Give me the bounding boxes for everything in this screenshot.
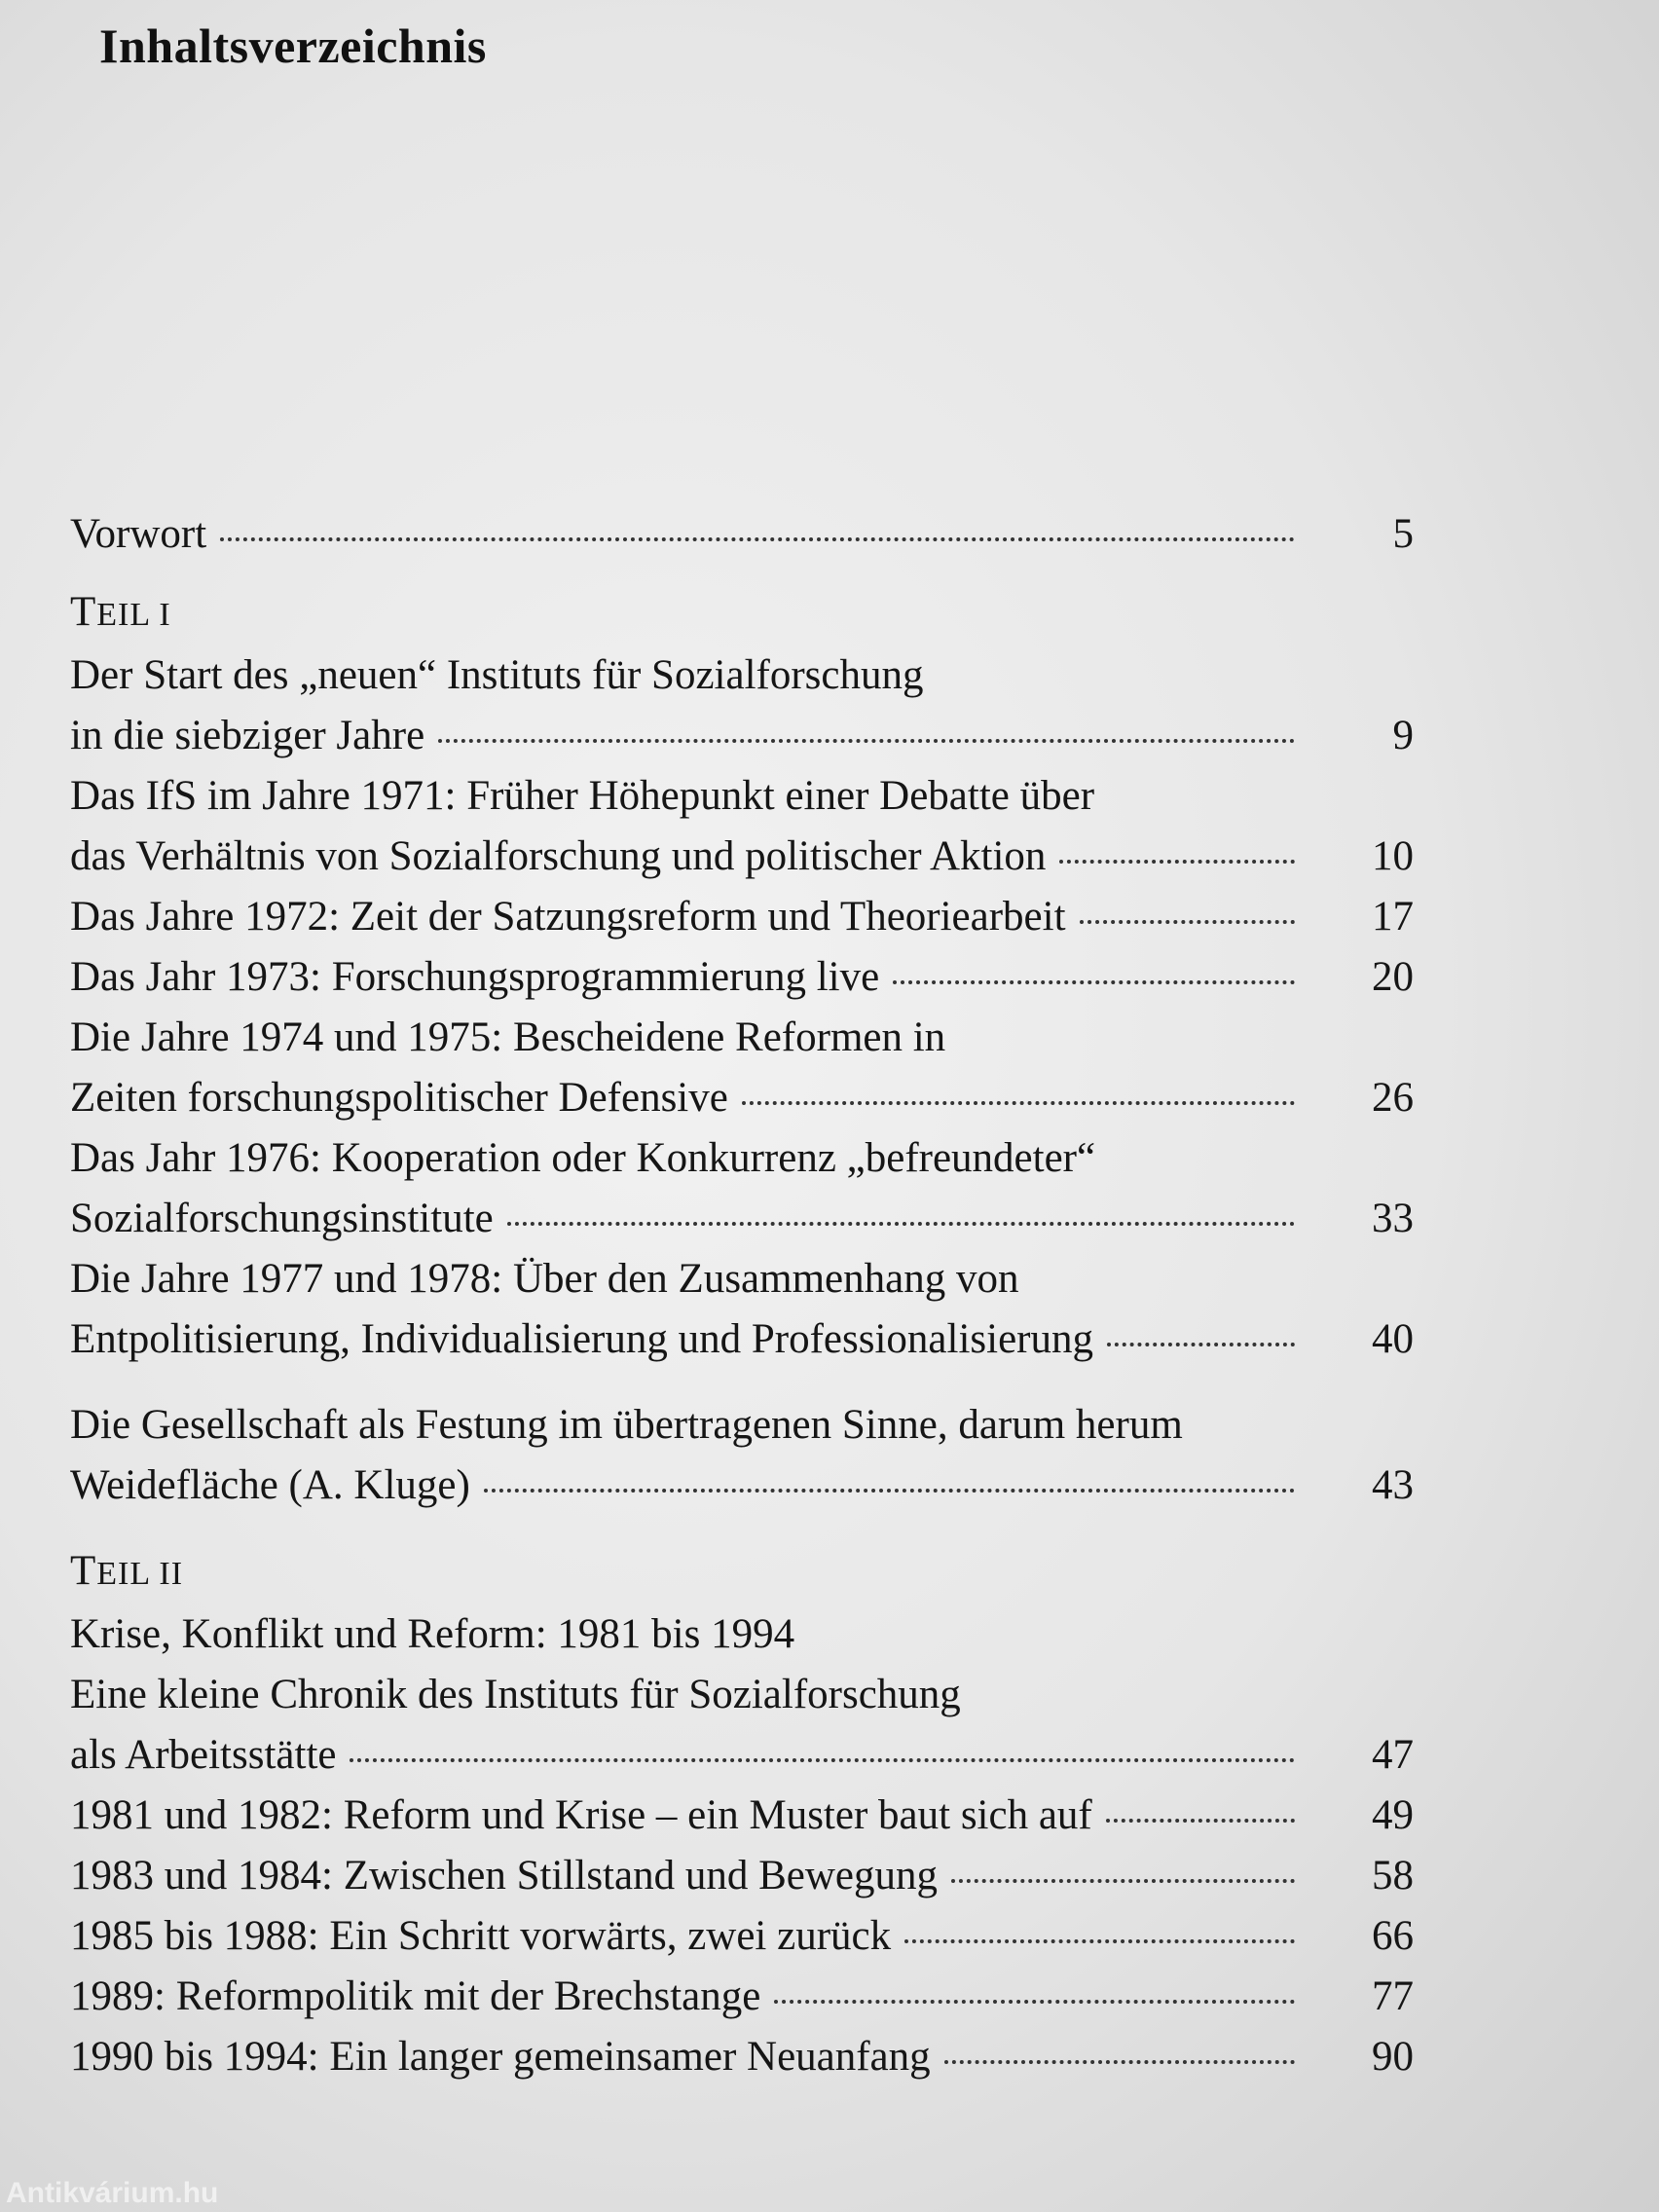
toc-page-number: 26 — [1372, 1075, 1414, 1121]
dot-leader — [1107, 1343, 1295, 1346]
toc-entry-line: Die Jahre 1977 und 1978: Über den Zusammenhang von — [70, 1256, 1019, 1302]
toc-page-number: 40 — [1372, 1316, 1414, 1362]
toc-entry-title: Das Jahr 1973: Forschungsprogrammierung live — [70, 954, 880, 1000]
teil-2-entries — [70, 1604, 1550, 2087]
toc-entry-title: 1981 und 1982: Reform und Krise – ein Muster baut sich auf — [70, 1792, 1092, 1838]
toc-entry-title: Zeiten forschungspolitischer Defensive — [70, 1075, 728, 1121]
toc-page-number: 66 — [1372, 1913, 1414, 1959]
page-title: Inhaltsverzeichnis — [99, 18, 487, 73]
toc-page-number: 90 — [1372, 2034, 1414, 2080]
toc-entry — [70, 1128, 1550, 1249]
toc-entry-line: Der Start des „neuen“ Instituts für Sozialforschung — [70, 652, 924, 698]
toc-entry-line: Das IfS im Jahre 1971: Früher Höhepunkt einer Debatte über — [70, 773, 1095, 819]
dot-leader — [350, 1758, 1295, 1762]
toc-entry — [70, 1906, 1550, 1967]
toc-entry — [70, 766, 1550, 887]
toc-entry — [70, 645, 1550, 766]
toc-entry — [70, 887, 1550, 947]
watermark-text: Antikvárium.hu — [6, 2177, 219, 2209]
toc-entry — [70, 1786, 1550, 1846]
toc-entry-title: 1990 bis 1994: Ein langer gemeinsamer Neuanfang — [70, 2034, 931, 2080]
dot-leader — [1106, 1819, 1295, 1823]
toc-entry-title: das Verhältnis von Sozialforschung und politischer Aktion — [70, 833, 1047, 879]
teil-1-entries — [70, 645, 1550, 1370]
dot-leader — [507, 1222, 1295, 1226]
toc-page-number: 58 — [1372, 1853, 1414, 1899]
dot-leader — [742, 1101, 1295, 1105]
toc-entry-title: Entpolitisierung, Individualisierung und Professionalisierung — [70, 1316, 1093, 1362]
toc-page-number: 77 — [1372, 1973, 1414, 2019]
toc-entry — [70, 1008, 1550, 1128]
toc-page-number: 5 — [1392, 511, 1414, 557]
toc-entry-vorwort — [70, 504, 1550, 565]
toc-entry-title: als Arbeitsstätte — [70, 1732, 337, 1778]
dot-leader — [893, 980, 1295, 984]
toc-page-number: 47 — [1372, 1732, 1414, 1778]
dot-leader — [951, 1879, 1295, 1883]
dot-leader — [774, 2000, 1295, 2004]
toc-page-number: 10 — [1372, 833, 1414, 879]
dot-leader — [944, 2060, 1295, 2064]
dot-leader — [438, 739, 1295, 743]
toc-entry-line: Das Jahr 1976: Kooperation oder Konkurrenz „befreundeter“ — [70, 1135, 1096, 1181]
toc-entry-line: Krise, Konflikt und Reform: 1981 bis 1994 — [70, 1611, 795, 1657]
section-heading-teil-1: TEIL I — [70, 589, 171, 635]
toc-page-number: 17 — [1372, 894, 1414, 940]
toc-page-number: 43 — [1372, 1462, 1414, 1508]
toc-entry-title: 1989: Reformpolitik mit der Brechstange — [70, 1973, 761, 2019]
dot-leader — [1080, 920, 1295, 924]
dot-leader — [1059, 860, 1295, 864]
dot-leader — [220, 537, 1295, 541]
toc-entry-line: Die Gesellschaft als Festung im übertragenen Sinne, darum herum — [70, 1402, 1183, 1448]
toc-entry-line: Eine kleine Chronik des Instituts für Sozialforschung — [70, 1672, 961, 1717]
dot-leader — [904, 1939, 1295, 1943]
section-heading-teil-2: TEIL II — [70, 1548, 184, 1594]
toc-entry — [70, 1967, 1550, 2027]
toc-entry-title: 1983 und 1984: Zwischen Stillstand und Bewegung — [70, 1853, 938, 1899]
toc-entry — [70, 1604, 1550, 1786]
dot-leader — [484, 1489, 1295, 1493]
toc-entry-title: 1985 bis 1988: Ein Schritt vorwärts, zwei zurück — [70, 1913, 892, 1959]
toc-entry — [70, 1249, 1550, 1370]
toc-entry-title: in die siebziger Jahre — [70, 713, 425, 758]
toc-entry-line: Die Jahre 1974 und 1975: Bescheidene Reformen in — [70, 1014, 946, 1060]
toc-entry-title: Das Jahre 1972: Zeit der Satzungsreform und Theoriearbeit — [70, 894, 1066, 940]
toc-page-number: 33 — [1372, 1196, 1414, 1241]
toc-entry-title: Sozialforschungsinstitute — [70, 1196, 494, 1241]
toc-entry-title: Weidefläche (A. Kluge) — [70, 1462, 470, 1508]
toc-entry-gesellschaft — [70, 1395, 1550, 1516]
table-of-contents — [70, 504, 1550, 2087]
toc-page-number: 20 — [1372, 954, 1414, 1000]
toc-entry — [70, 947, 1550, 1008]
toc-entry — [70, 2027, 1550, 2087]
toc-entry-title: Vorwort — [70, 511, 207, 557]
toc-page-number: 9 — [1392, 713, 1414, 758]
toc-page-number: 49 — [1372, 1792, 1414, 1838]
toc-entry — [70, 1846, 1550, 1906]
